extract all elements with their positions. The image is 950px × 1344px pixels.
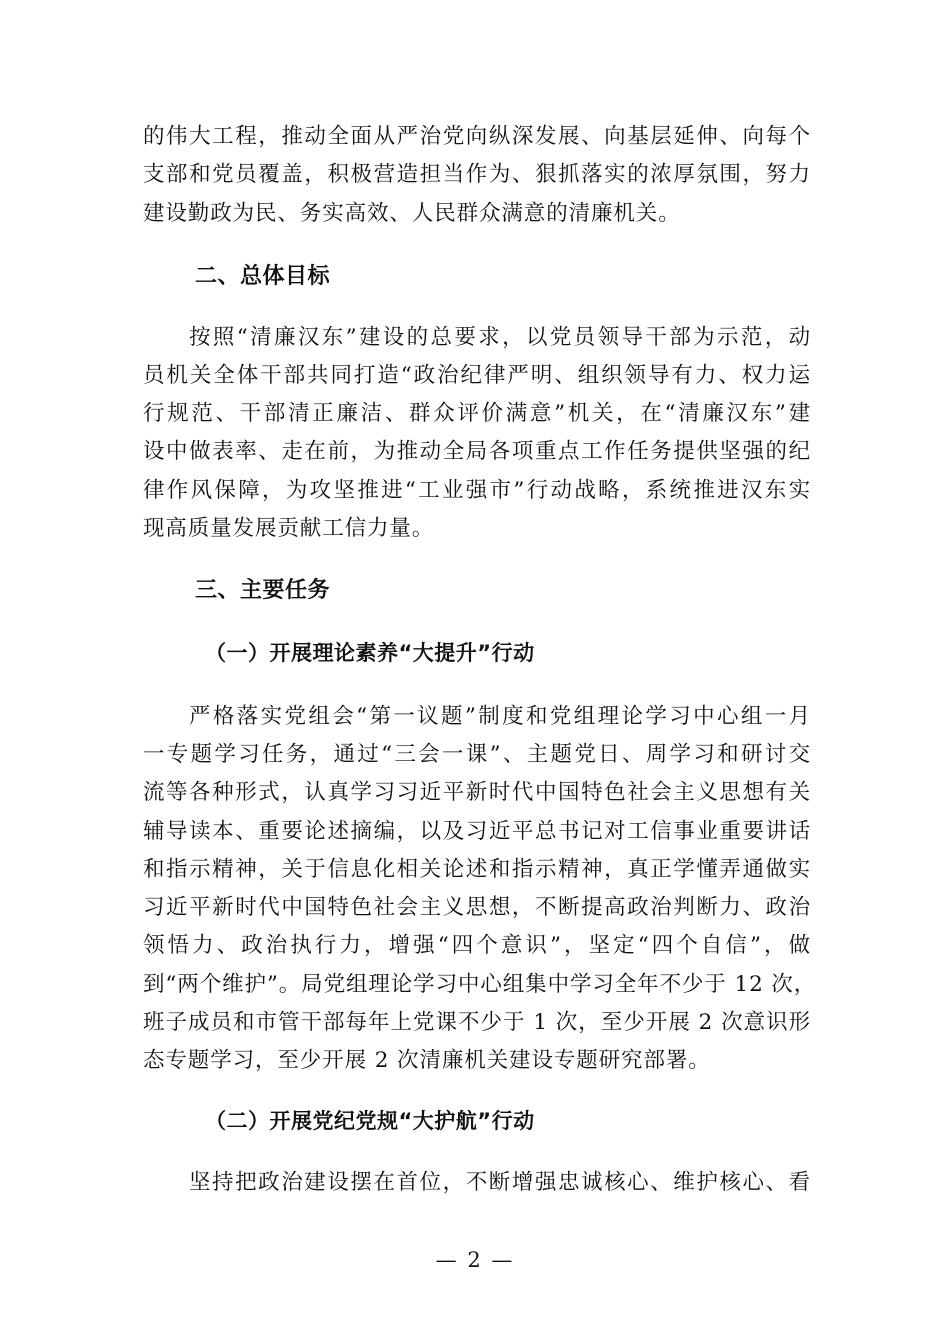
paragraph-line: 坚持把政治建设摆在首位，不断增强忠诚核心、维护核心、看: [189, 1170, 811, 1195]
paragraph-line: 按照“清廉汉东”建设的总要求，以党员领导干部为示范，动: [189, 325, 811, 350]
subsection-heading: （二）开展党纪党规“大护航”行动: [205, 1109, 535, 1133]
paragraph-line: 和指示精神，关于信息化相关论述和指示精神，真正学懂弄通做实: [143, 857, 811, 882]
paragraph-line: 设中做表率、走在前，为推动全局各项重点工作任务提供坚强的纪: [143, 439, 811, 464]
paragraph-line: 流等各种形式，认真学习习近平新时代中国特色社会主义思想有关: [143, 780, 811, 805]
paragraph-line: 现高质量发展贡献工信力量。: [143, 516, 435, 541]
paragraph-line: 到“两个维护”。局党组理论学习中心组集中学习全年不少于 12 次，: [143, 972, 817, 997]
paragraph-line: 律作风保障，为攻坚推进“工业强市”行动战略，系统推进汉东实: [143, 478, 811, 503]
paragraph-line: 辅导读本、重要论述摘编，以及习近平总书记对工信事业重要讲话: [143, 819, 811, 844]
subsection-heading: （一）开展理论素养“大提升”行动: [205, 641, 535, 665]
paragraph-line: 行规范、干部清正廉洁、群众评价满意”机关，在“清廉汉东”建: [143, 401, 811, 426]
paragraph-line: 严格落实党组会“第一议题”制度和党组理论学习中心组一月: [189, 704, 811, 729]
paragraph-line: 一专题学习任务，通过“三会一课”、主题党日、周学习和研讨交: [143, 742, 811, 767]
paragraph-line: 班子成员和市管干部每年上党课不少于 1 次，至少开展 2 次意识形: [143, 1010, 811, 1035]
paragraph-line: 员机关全体干部共同打造“政治纪律严明、组织领导有力、权力运: [143, 363, 811, 388]
section-heading: 三、主要任务: [195, 578, 331, 603]
paragraph-line: 建设勤政为民、务实高效、人民群众满意的清廉机关。: [143, 201, 681, 226]
section-heading: 二、总体目标: [195, 264, 331, 289]
paragraph-line: 习近平新时代中国特色社会主义思想，不断提高政治判断力、政治: [143, 895, 811, 920]
paragraph-line: 态专题学习，至少开展 2 次清廉机关建设专题研究部署。: [143, 1048, 711, 1073]
page-number: — 2 —: [435, 1248, 515, 1272]
paragraph-line: 的伟大工程，推动全面从严治党向纵深发展、向基层延伸、向每个: [143, 124, 811, 149]
paragraph-line: 领悟力、政治执行力，增强“四个意识”，坚定“四个自信”，做: [143, 933, 811, 958]
paragraph-line: 支部和党员覆盖，积极营造担当作为、狠抓落实的浓厚氛围，努力: [143, 162, 811, 187]
